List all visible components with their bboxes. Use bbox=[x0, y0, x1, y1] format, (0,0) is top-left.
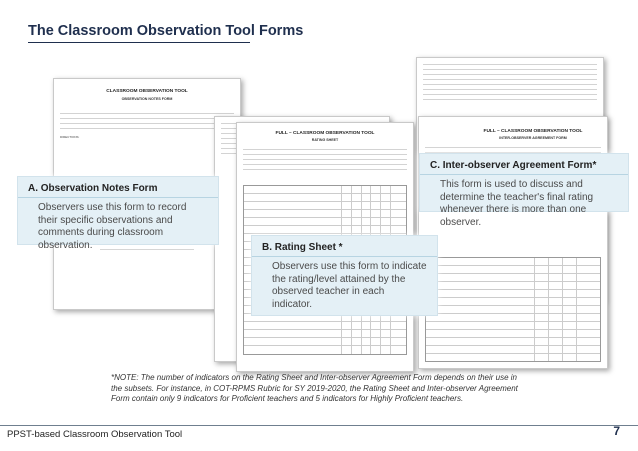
footer-text: PPST-based Classroom Observation Tool bbox=[7, 429, 183, 440]
callout-c-body: This form is used to discuss and determine the teacher's final rating whenever there is more than one observer. bbox=[440, 179, 594, 228]
interobserver-form-title: FULL – CLASSROOM OBSERVATION TOOL bbox=[483, 129, 583, 134]
interobserver-table bbox=[425, 257, 601, 362]
interobserver-back-lines bbox=[423, 64, 597, 104]
callout-b-body: Observers use this form to indicate the rating/level attained by the observed teacher in each indicator. bbox=[272, 261, 427, 310]
callout-b-heading: B. Rating Sheet * bbox=[262, 242, 343, 253]
notes-form-subtitle: OBSERVATION NOTES FORM bbox=[121, 97, 173, 101]
callout-rating-sheet bbox=[251, 235, 438, 316]
page-number: 7 bbox=[613, 424, 620, 438]
footer-divider bbox=[0, 425, 638, 426]
callout-c-heading: C. Inter-observer Agreement Form* bbox=[430, 160, 597, 171]
callout-interobserver-agreement bbox=[419, 153, 629, 228]
title-underline bbox=[28, 42, 250, 43]
callout-observation-notes bbox=[17, 176, 219, 251]
rating-sheet-header-lines bbox=[243, 149, 407, 174]
callout-a-heading: A. Observation Notes Form bbox=[28, 183, 158, 194]
callout-a-body: Observers use this form to record their specific observations and comments during classroom observation. bbox=[38, 202, 187, 251]
notes-form-title: CLASSROOM OBSERVATION TOOL bbox=[106, 89, 188, 94]
indicators-note: *NOTE: The number of indicators on the Rating Sheet and Inter-observer Agreement Form depends on their use in the subsets. For instance, in COT-RPMS Rubric for SY 2019-2020, the Rating Sheet and Inter-observer Agreement Form contain only 9 indicators for Proficient teachers and 5 indicators for Highly Proficient teachers. bbox=[111, 373, 518, 403]
rating-sheet-title: FULL – CLASSROOM OBSERVATION TOOL bbox=[275, 131, 375, 136]
interobserver-form-subtitle: INTER-OBSERVER AGREEMENT FORM bbox=[499, 136, 567, 140]
notes-form-directions: DIRECTIONS: bbox=[60, 135, 80, 139]
rating-sheet-subtitle: RATING SHEET bbox=[311, 138, 339, 142]
slide-title: The Classroom Observation Tool Forms bbox=[28, 23, 304, 39]
notes-form-header-lines bbox=[60, 113, 234, 133]
